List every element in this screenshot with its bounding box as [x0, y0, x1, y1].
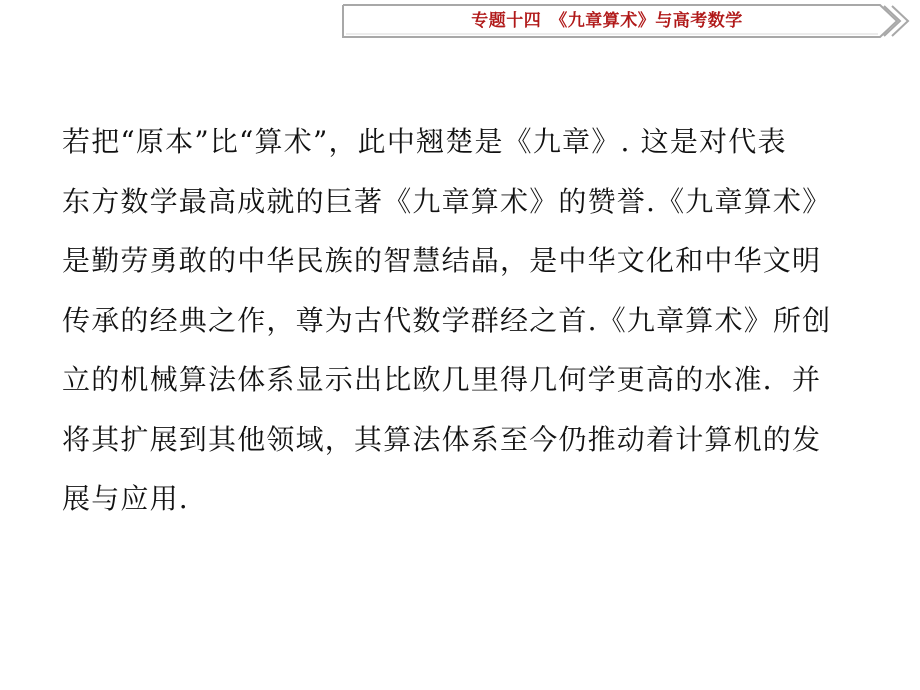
paragraph-line: 将其扩展到其他领域，其算法体系至今仍推动着计算机的发	[62, 422, 822, 456]
header-title: 专题十四 《九章算术》与高考数学	[471, 11, 743, 31]
paragraph-line: 立的机械算法体系显示出比欧几里得几何学更高的水准．并	[62, 363, 822, 396]
paragraph-line: 传承的经典之作，尊为古代数学群经之首.《九章算术》所创	[62, 303, 832, 337]
header-banner	[0, 0, 920, 44]
paragraph-line: 若把“原本”比“算术”，此中翘楚是《九章》. 这是对代表	[62, 125, 787, 158]
paragraph-line: 展与应用.	[62, 482, 189, 515]
paragraph-line: 东方数学最高成就的巨著《九章算术》的赞誉.《九章算术》	[62, 184, 832, 218]
body-paragraph	[62, 112, 862, 529]
paragraph-line: 是勤劳勇敢的中华民族的智慧结晶，是中华文化和中华文明	[62, 244, 822, 277]
